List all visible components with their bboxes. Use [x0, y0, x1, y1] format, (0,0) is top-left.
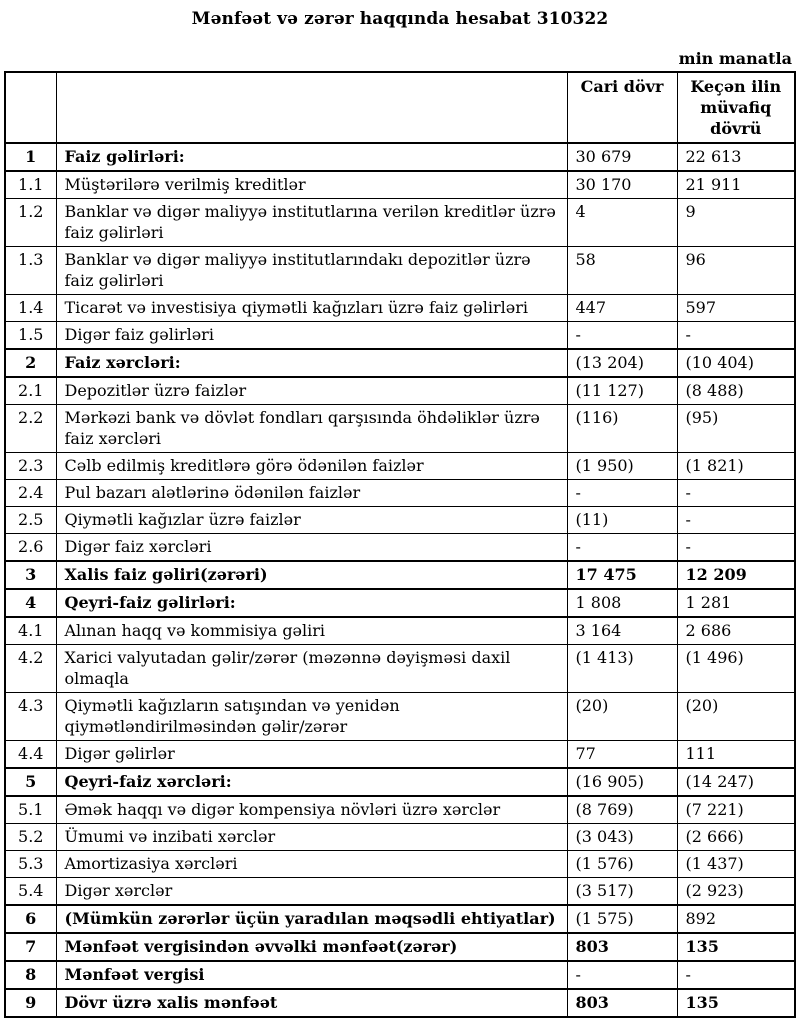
- row-previous-value-cell: 12 209: [677, 561, 795, 589]
- row-previous-value-cell: 9: [677, 199, 795, 247]
- row-current-value-cell: 4: [567, 199, 677, 247]
- row-previous-value-cell: (1 821): [677, 453, 795, 480]
- row-current-value-cell: (3 517): [567, 878, 677, 906]
- table-row: [5, 199, 795, 247]
- row-label-cell: Mənfəət vergisindən əvvəlki mənfəət(zərər): [56, 933, 567, 961]
- row-previous-value-cell: 21 911: [677, 171, 795, 199]
- row-current-value-cell: -: [567, 322, 677, 350]
- row-current-value-cell: 447: [567, 295, 677, 322]
- table-row: [5, 989, 795, 1017]
- row-previous-value-cell: (20): [677, 693, 795, 741]
- row-label-cell: Qiymətli kağızların satışından və yenidən qiymətləndirilməsindən gəlir/zərər: [56, 693, 567, 741]
- row-current-value-cell: -: [567, 534, 677, 562]
- row-number-cell: 2: [5, 349, 56, 377]
- row-previous-value-cell: 111: [677, 741, 795, 769]
- row-previous-value-cell: (7 221): [677, 796, 795, 824]
- row-previous-value-cell: -: [677, 507, 795, 534]
- row-number-cell: 5.4: [5, 878, 56, 906]
- row-number-cell: 1.4: [5, 295, 56, 322]
- row-previous-value-cell: -: [677, 322, 795, 350]
- pnl-table: [4, 71, 796, 1018]
- row-previous-value-cell: (8 488): [677, 377, 795, 405]
- row-label-cell: Depozitlər üzrə faizlər: [56, 377, 567, 405]
- table-row: [5, 295, 795, 322]
- row-number-cell: 7: [5, 933, 56, 961]
- row-number-cell: 1: [5, 143, 56, 171]
- table-row: [5, 405, 795, 453]
- header-cell-number: [5, 72, 56, 143]
- row-current-value-cell: (16 905): [567, 768, 677, 796]
- row-number-cell: 1.5: [5, 322, 56, 350]
- row-current-value-cell: 30 170: [567, 171, 677, 199]
- row-label-cell: Xalis faiz gəliri(zərəri): [56, 561, 567, 589]
- row-number-cell: 2.6: [5, 534, 56, 562]
- row-current-value-cell: (11): [567, 507, 677, 534]
- table-row: [5, 534, 795, 562]
- row-number-cell: 2.4: [5, 480, 56, 507]
- row-label-cell: Əmək haqqı və digər kompensiya növləri üzrə xərclər: [56, 796, 567, 824]
- row-number-cell: 3: [5, 561, 56, 589]
- row-label-cell: Digər xərclər: [56, 878, 567, 906]
- row-number-cell: 5.3: [5, 851, 56, 878]
- table-body: [5, 143, 795, 1017]
- row-number-cell: 4: [5, 589, 56, 617]
- row-label-cell: Pul bazarı alətlərinə ödənilən faizlər: [56, 480, 567, 507]
- row-current-value-cell: 803: [567, 933, 677, 961]
- row-number-cell: 5.2: [5, 824, 56, 851]
- row-label-cell: Qeyri-faiz gəlirləri:: [56, 589, 567, 617]
- row-label-cell: Faiz xərcləri:: [56, 349, 567, 377]
- row-previous-value-cell: 597: [677, 295, 795, 322]
- row-previous-value-cell: (95): [677, 405, 795, 453]
- row-number-cell: 1.3: [5, 247, 56, 295]
- row-current-value-cell: 803: [567, 989, 677, 1017]
- row-label-cell: Cəlb edilmiş kreditlərə görə ödənilən faizlər: [56, 453, 567, 480]
- row-current-value-cell: (8 769): [567, 796, 677, 824]
- table-row: [5, 824, 795, 851]
- row-previous-value-cell: (2 666): [677, 824, 795, 851]
- row-current-value-cell: 3 164: [567, 617, 677, 645]
- row-label-cell: Banklar və digər maliyyə institutlarına verilən kreditlər üzrə faiz gəlirləri: [56, 199, 567, 247]
- table-row: [5, 878, 795, 906]
- row-previous-value-cell: 892: [677, 905, 795, 933]
- table-row: [5, 905, 795, 933]
- page-title: Mənfəət və zərər haqqında hesabat 310322: [191, 9, 609, 29]
- table-row: [5, 143, 795, 171]
- row-label-cell: (Mümkün zərərlər üçün yaradılan məqsədli ehtiyatlar): [56, 905, 567, 933]
- row-number-cell: 4.3: [5, 693, 56, 741]
- row-current-value-cell: (13 204): [567, 349, 677, 377]
- table-header: [5, 72, 795, 143]
- row-previous-value-cell: -: [677, 480, 795, 507]
- table-row: [5, 768, 795, 796]
- row-number-cell: 1.1: [5, 171, 56, 199]
- table-row: [5, 961, 795, 989]
- row-current-value-cell: 1 808: [567, 589, 677, 617]
- row-number-cell: 1.2: [5, 199, 56, 247]
- row-current-value-cell: (3 043): [567, 824, 677, 851]
- table-row: [5, 377, 795, 405]
- row-label-cell: Amortizasiya xərcləri: [56, 851, 567, 878]
- row-number-cell: 2.2: [5, 405, 56, 453]
- table-row: [5, 645, 795, 693]
- row-number-cell: 2.1: [5, 377, 56, 405]
- row-current-value-cell: (1 950): [567, 453, 677, 480]
- table-row: [5, 507, 795, 534]
- row-number-cell: 2.5: [5, 507, 56, 534]
- row-previous-value-cell: 135: [677, 989, 795, 1017]
- table-row: [5, 851, 795, 878]
- row-current-value-cell: 30 679: [567, 143, 677, 171]
- row-previous-value-cell: (14 247): [677, 768, 795, 796]
- row-previous-value-cell: (10 404): [677, 349, 795, 377]
- table-row: [5, 741, 795, 769]
- row-previous-value-cell: 96: [677, 247, 795, 295]
- row-label-cell: Ticarət və investisiya qiymətli kağızları üzrə faiz gəlirləri: [56, 295, 567, 322]
- row-current-value-cell: 58: [567, 247, 677, 295]
- row-label-cell: Alınan haqq və kommisiya gəliri: [56, 617, 567, 645]
- row-previous-value-cell: -: [677, 961, 795, 989]
- row-current-value-cell: (116): [567, 405, 677, 453]
- row-label-cell: Digər gəlirlər: [56, 741, 567, 769]
- header-cell-current-period: Cari dövr: [567, 72, 677, 143]
- table-row: [5, 561, 795, 589]
- row-current-value-cell: (1 576): [567, 851, 677, 878]
- row-number-cell: 6: [5, 905, 56, 933]
- row-previous-value-cell: 2 686: [677, 617, 795, 645]
- row-previous-value-cell: 135: [677, 933, 795, 961]
- row-number-cell: 9: [5, 989, 56, 1017]
- row-number-cell: 4.4: [5, 741, 56, 769]
- row-number-cell: 4.2: [5, 645, 56, 693]
- unit-label: min manatla: [678, 49, 792, 68]
- row-previous-value-cell: -: [677, 534, 795, 562]
- table-row: [5, 693, 795, 741]
- row-number-cell: 5.1: [5, 796, 56, 824]
- row-label-cell: Xarici valyutadan gəlir/zərər (məzənnə dəyişməsi daxil olmaqla: [56, 645, 567, 693]
- table-row: [5, 247, 795, 295]
- table-row: [5, 349, 795, 377]
- row-number-cell: 5: [5, 768, 56, 796]
- table-row: [5, 617, 795, 645]
- row-previous-value-cell: 22 613: [677, 143, 795, 171]
- header-cell-previous-period: Keçən ilin müvafiq dövrü: [677, 72, 795, 143]
- row-current-value-cell: (11 127): [567, 377, 677, 405]
- row-current-value-cell: -: [567, 480, 677, 507]
- row-previous-value-cell: (1 496): [677, 645, 795, 693]
- row-current-value-cell: 77: [567, 741, 677, 769]
- row-number-cell: 8: [5, 961, 56, 989]
- row-label-cell: Faiz gəlirləri:: [56, 143, 567, 171]
- row-current-value-cell: (1 413): [567, 645, 677, 693]
- row-label-cell: Qiymətli kağızlar üzrə faizlər: [56, 507, 567, 534]
- row-previous-value-cell: 1 281: [677, 589, 795, 617]
- row-label-cell: Mərkəzi bank və dövlət fondları qarşısında öhdəliklər üzrə faiz xərcləri: [56, 405, 567, 453]
- table-row: [5, 480, 795, 507]
- header-row: [5, 72, 795, 143]
- row-number-cell: 2.3: [5, 453, 56, 480]
- row-label-cell: Digər faiz xərcləri: [56, 534, 567, 562]
- row-label-cell: Dövr üzrə xalis mənfəət: [56, 989, 567, 1017]
- table-row: [5, 589, 795, 617]
- row-previous-value-cell: (2 923): [677, 878, 795, 906]
- table-row: [5, 796, 795, 824]
- row-number-cell: 4.1: [5, 617, 56, 645]
- table-row: [5, 171, 795, 199]
- row-label-cell: Digər faiz gəlirləri: [56, 322, 567, 350]
- row-previous-value-cell: (1 437): [677, 851, 795, 878]
- table-row: [5, 453, 795, 480]
- row-label-cell: Banklar və digər maliyyə institutlarındakı depozitlər üzrə faiz gəlirləri: [56, 247, 567, 295]
- row-current-value-cell: (1 575): [567, 905, 677, 933]
- row-label-cell: Qeyri-faiz xərcləri:: [56, 768, 567, 796]
- table-row: [5, 322, 795, 350]
- row-current-value-cell: 17 475: [567, 561, 677, 589]
- row-label-cell: Müştərilərə verilmiş kreditlər: [56, 171, 567, 199]
- row-label-cell: Mənfəət vergisi: [56, 961, 567, 989]
- row-label-cell: Ümumi və inzibati xərclər: [56, 824, 567, 851]
- header-cell-item: [56, 72, 567, 143]
- row-current-value-cell: -: [567, 961, 677, 989]
- row-current-value-cell: (20): [567, 693, 677, 741]
- table-row: [5, 933, 795, 961]
